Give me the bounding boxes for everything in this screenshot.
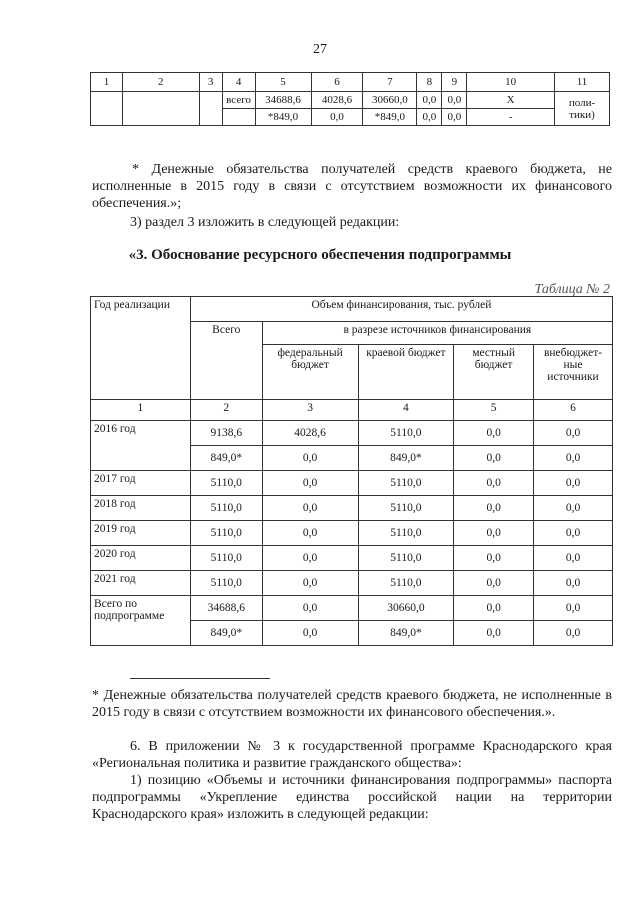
- section-heading: «3. Обоснование ресурсного обеспечения подпрограммы: [128, 247, 512, 263]
- year-cell: 2017 год: [91, 471, 191, 496]
- table-cell: 0,0: [454, 496, 534, 521]
- table-cell: 5110,0: [190, 546, 262, 571]
- header-sources: в разрезе источников финансирования: [262, 322, 612, 345]
- table-cell: 5110,0: [190, 471, 262, 496]
- footnote-separator: [130, 678, 270, 679]
- table-cell: X: [467, 92, 555, 109]
- table-cell: 9: [442, 73, 467, 92]
- header-total: Всего: [190, 322, 262, 400]
- table-cell: [91, 92, 123, 126]
- table-cell: 0,0: [534, 496, 613, 521]
- table-cell: 8: [417, 73, 442, 92]
- table-cell: 6: [311, 73, 363, 92]
- table-cell: 6: [534, 400, 613, 421]
- table-cell: 0,0: [262, 496, 358, 521]
- table-cell: 0,0: [442, 92, 467, 109]
- table-cell: 0,0: [262, 471, 358, 496]
- table-cell: 5: [454, 400, 534, 421]
- table-cell: 0,0: [311, 109, 363, 126]
- table-cell: 7: [363, 73, 417, 92]
- table-cell: 4: [358, 400, 454, 421]
- year-cell: 2019 год: [91, 521, 191, 546]
- table-cell: 5110,0: [358, 546, 454, 571]
- year-cell: 2021 год: [91, 571, 191, 596]
- table-cell: 0,0: [454, 421, 534, 446]
- table-cell: 0,0: [534, 446, 613, 471]
- table-cell: 0,0: [442, 109, 467, 126]
- table-cell: 5110,0: [358, 571, 454, 596]
- table-cell: 0,0: [417, 109, 442, 126]
- table-cell: 0,0: [454, 446, 534, 471]
- table-cell: 0,0: [534, 621, 613, 646]
- table-cell: 4028,6: [262, 421, 358, 446]
- table-number-row: [91, 400, 613, 421]
- table-cell: 0,0: [534, 471, 613, 496]
- table-cell: 0,0: [454, 596, 534, 621]
- table-cell: 849,0*: [190, 621, 262, 646]
- table-cell: 0,0: [454, 546, 534, 571]
- header-federal: федеральный бюджет: [262, 345, 358, 400]
- header-local: местный бюджет: [454, 345, 534, 400]
- table-cell: 4: [222, 73, 255, 92]
- paragraph-6-1: 1) позицию «Объемы и источники финансирования подпрограммы» паспорта подпрограммы «Укрепление единства российской нации на территории Краснодарского края» изложить в следующей редакции:: [92, 773, 612, 822]
- table-cell: 0,0: [534, 421, 613, 446]
- funding-table: [90, 296, 613, 646]
- table-cell: 0,0: [454, 521, 534, 546]
- table-cell: 4028,6: [311, 92, 363, 109]
- footnote-text: Денежные обязательства получателей средств краевого бюджета, не исполненные в 2015 году в связи с отсутствием возможности их финансового обеспечения.»;: [92, 162, 612, 211]
- table-cell: 9138,6: [190, 421, 262, 446]
- header-volume: Объем финансирования, тыс. рублей: [190, 297, 612, 322]
- table-cell: 849,0*: [358, 446, 454, 471]
- table-cell: 2: [190, 400, 262, 421]
- table-cell: [122, 92, 199, 126]
- header-extrabudget: внебюджет-ные источники: [534, 345, 613, 400]
- table-cell: 0,0: [262, 621, 358, 646]
- table-cell: [222, 109, 255, 126]
- table-header-row: [91, 297, 613, 322]
- table-cell: 0,0: [454, 621, 534, 646]
- table-cell: [199, 92, 222, 126]
- table-cell: *849,0: [255, 109, 311, 126]
- table-cell: 5110,0: [358, 421, 454, 446]
- header-krai: краевой бюджет: [358, 345, 454, 400]
- table-cell: -: [467, 109, 555, 126]
- table-cell: 3: [262, 400, 358, 421]
- footnote-star: *: [132, 162, 139, 177]
- table-row: [91, 546, 613, 571]
- table-cell: 0,0: [262, 596, 358, 621]
- table-cell: 30660,0: [358, 596, 454, 621]
- table-row: [91, 571, 613, 596]
- year-cell: 2016 год: [91, 421, 191, 471]
- table-cell: 34688,6: [255, 92, 311, 109]
- table-cell: 849,0*: [190, 446, 262, 471]
- table-cell: 5110,0: [190, 521, 262, 546]
- table-cell: 0,0: [454, 571, 534, 596]
- table-cell: 0,0: [534, 571, 613, 596]
- table-cell: 11: [555, 73, 610, 92]
- table-row: [91, 521, 613, 546]
- table-row: [91, 92, 610, 109]
- table-cell: 0,0: [417, 92, 442, 109]
- paragraph-6: 6. В приложении № 3 к государственной программе Краснодарского края «Региональная политика и развитие гражданского общества»:: [92, 739, 612, 771]
- table-cell: 34688,6: [190, 596, 262, 621]
- table-cell: 0,0: [262, 521, 358, 546]
- table-number: Таблица № 2: [534, 282, 610, 297]
- table-cell: 0,0: [454, 471, 534, 496]
- continuation-table: [90, 72, 610, 126]
- header-year: Год реализации: [91, 297, 191, 400]
- table-cell: поли- тики): [555, 92, 610, 126]
- table-row: [91, 596, 613, 621]
- footnote-1: [92, 161, 612, 212]
- table-header-row: [91, 73, 610, 92]
- table-cell: 1: [91, 400, 191, 421]
- page-number: 27: [313, 42, 327, 57]
- table-cell: 0,0: [534, 546, 613, 571]
- item-3-text: 3) раздел 3 изложить в следующей редакции:: [130, 215, 400, 230]
- table-cell: 5110,0: [358, 471, 454, 496]
- table-cell: 0,0: [262, 571, 358, 596]
- year-cell: 2018 год: [91, 496, 191, 521]
- table-cell: 5110,0: [190, 496, 262, 521]
- table-cell: 5110,0: [358, 521, 454, 546]
- year-cell: Всего по подпрограмме: [91, 596, 191, 646]
- year-cell: 2020 год: [91, 546, 191, 571]
- table-cell: 5110,0: [358, 496, 454, 521]
- table-cell: всего: [222, 92, 255, 109]
- table-row: [91, 496, 613, 521]
- table-cell: 0,0: [262, 546, 358, 571]
- table-row: [91, 421, 613, 446]
- table-cell: 30660,0: [363, 92, 417, 109]
- footnote-2: * Денежные обязательства получателей средств краевого бюджета, не исполненные в 2015 году в связи с отсутствием возможности их финансового обеспечения.».: [92, 688, 612, 720]
- table-cell: 10: [467, 73, 555, 92]
- table-cell: 1: [91, 73, 123, 92]
- table-cell: 0,0: [534, 521, 613, 546]
- table-cell: *849,0: [363, 109, 417, 126]
- table-cell: 5110,0: [190, 571, 262, 596]
- table-cell: 3: [199, 73, 222, 92]
- table-cell: 2: [122, 73, 199, 92]
- table-cell: 5: [255, 73, 311, 92]
- table-cell: 849,0*: [358, 621, 454, 646]
- table-cell: 0,0: [262, 446, 358, 471]
- table-cell: 0,0: [534, 596, 613, 621]
- table-row: [91, 471, 613, 496]
